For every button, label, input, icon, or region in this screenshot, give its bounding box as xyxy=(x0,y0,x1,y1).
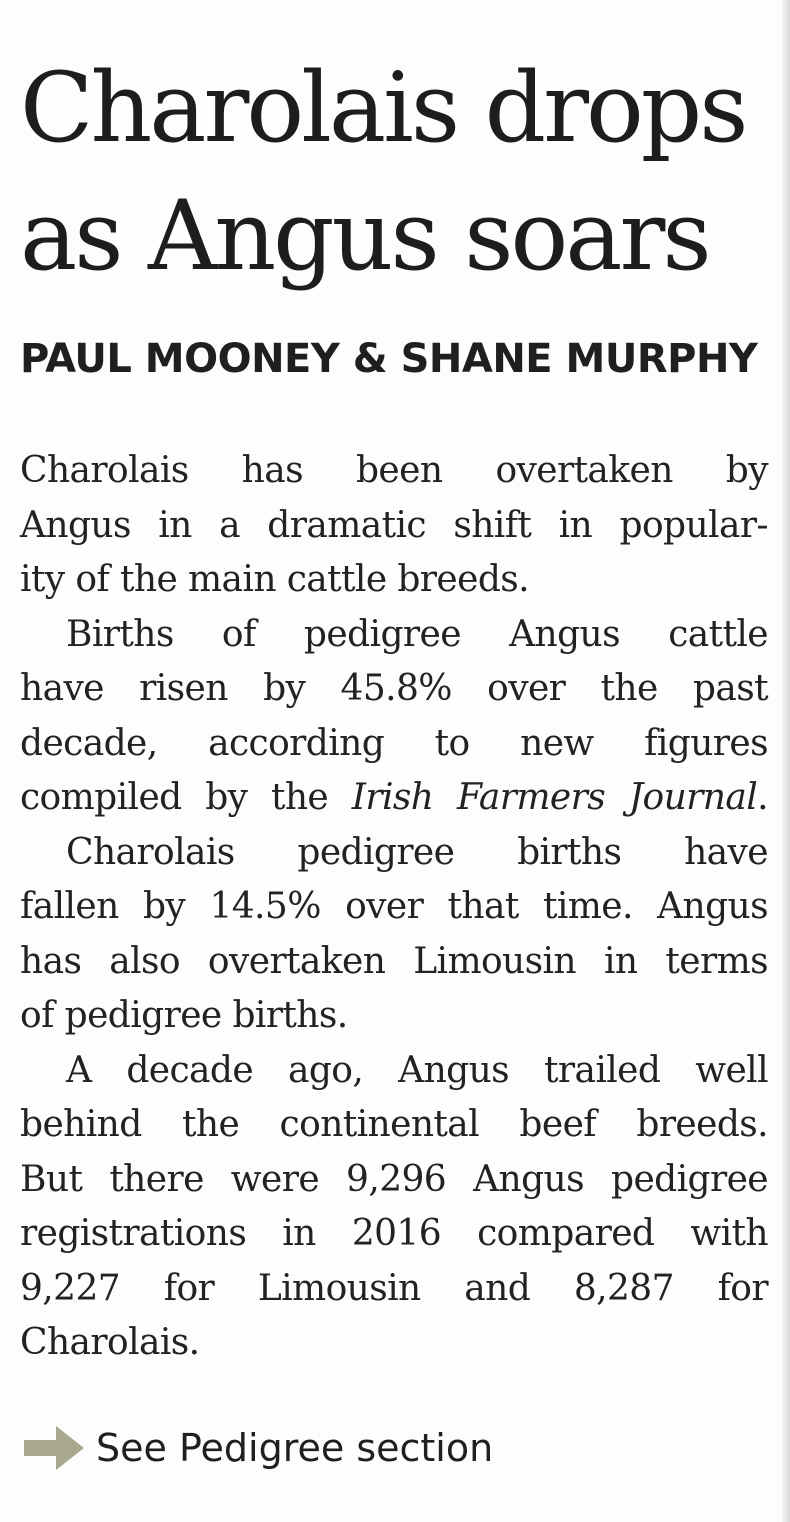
body-line: A decade ago, Angus trailed well xyxy=(66,1049,768,1091)
column-rule xyxy=(782,0,790,1522)
headline xyxy=(20,44,780,300)
see-pedigree-section-link[interactable] xyxy=(22,1418,493,1478)
body-line: of pedigree births. xyxy=(20,995,348,1036)
body-line: Births of pedigree Angus cattle xyxy=(66,613,768,655)
body-text: . xyxy=(757,777,768,818)
body-line: ity of the main cattle breeds. xyxy=(20,559,529,600)
body-text: compiled by the xyxy=(20,777,352,818)
body-line: Angus in a dramatic shift in popular- xyxy=(20,504,768,546)
body-line xyxy=(20,771,768,826)
body-line: behind the continental beef breeds. xyxy=(20,1104,768,1145)
body-line: decade, according to new figures xyxy=(20,722,768,764)
headline-line: Charolais drops xyxy=(20,52,746,164)
body-line: registrations in 2016 compared with xyxy=(20,1213,768,1254)
body-line: Charolais has been overtaken by xyxy=(20,450,768,491)
body-line: Charolais. xyxy=(20,1322,200,1363)
arrow-right-icon xyxy=(22,1423,86,1473)
body-line: 9,227 for Limousin and 8,287 for xyxy=(20,1267,768,1309)
publication-name: Irish Farmers Journal xyxy=(351,777,758,818)
see-pedigree-label: See Pedigree section xyxy=(96,1426,494,1470)
body-line: has also overtaken Limousin in terms xyxy=(20,940,768,982)
article-body xyxy=(20,444,768,1371)
body-line: have risen by 45.8% over the past xyxy=(20,668,768,709)
headline-line: as Angus soars xyxy=(20,180,709,292)
body-line: But there were 9,296 Angus pedigree xyxy=(20,1158,768,1200)
body-line: fallen by 14.5% over that time. Angus xyxy=(20,886,768,927)
byline: PAUL MOONEY & SHANE MURPHY xyxy=(20,336,758,382)
body-line: Charolais pedigree births have xyxy=(66,831,768,873)
